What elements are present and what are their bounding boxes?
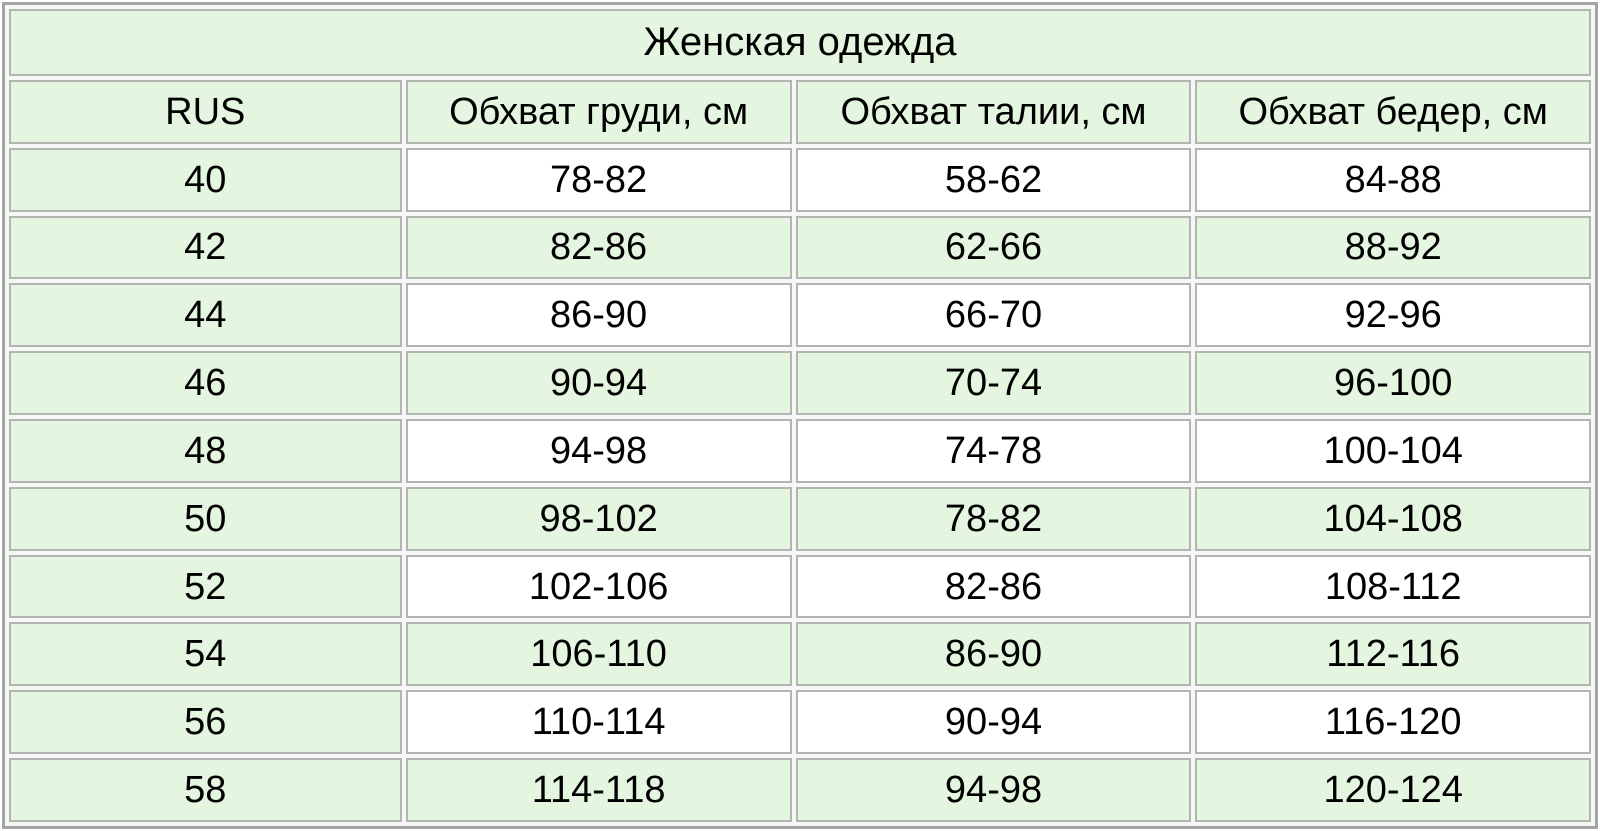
table-row xyxy=(9,148,1591,212)
hips-cell: 84-88 xyxy=(1195,148,1591,212)
table-row xyxy=(9,419,1591,483)
chest-cell: 98-102 xyxy=(406,487,792,551)
table-row xyxy=(9,690,1591,754)
chest-cell: 102-106 xyxy=(406,555,792,619)
chest-cell: 110-114 xyxy=(406,690,792,754)
waist-cell: 70-74 xyxy=(796,351,1192,415)
size-cell: 58 xyxy=(9,758,402,822)
size-cell: 50 xyxy=(9,487,402,551)
chest-cell: 106-110 xyxy=(406,622,792,686)
column-header-hips: Обхват бедер, см xyxy=(1195,80,1591,144)
column-header-rus: RUS xyxy=(9,80,402,144)
waist-cell: 78-82 xyxy=(796,487,1192,551)
size-cell: 40 xyxy=(9,148,402,212)
waist-cell: 94-98 xyxy=(796,758,1192,822)
hips-cell: 104-108 xyxy=(1195,487,1591,551)
table-row xyxy=(9,758,1591,822)
waist-cell: 86-90 xyxy=(796,622,1192,686)
size-cell: 56 xyxy=(9,690,402,754)
waist-cell: 62-66 xyxy=(796,216,1192,280)
chest-cell: 78-82 xyxy=(406,148,792,212)
hips-cell: 112-116 xyxy=(1195,622,1591,686)
table-row xyxy=(9,622,1591,686)
size-cell: 44 xyxy=(9,283,402,347)
column-header-waist: Обхват талии, см xyxy=(796,80,1192,144)
hips-cell: 120-124 xyxy=(1195,758,1591,822)
waist-cell: 66-70 xyxy=(796,283,1192,347)
size-cell: 52 xyxy=(9,555,402,619)
hips-cell: 100-104 xyxy=(1195,419,1591,483)
size-cell: 54 xyxy=(9,622,402,686)
chest-cell: 114-118 xyxy=(406,758,792,822)
hips-cell: 96-100 xyxy=(1195,351,1591,415)
column-header-chest: Обхват груди, см xyxy=(406,80,792,144)
size-cell: 46 xyxy=(9,351,402,415)
table-row xyxy=(9,216,1591,280)
waist-cell: 82-86 xyxy=(796,555,1192,619)
chest-cell: 90-94 xyxy=(406,351,792,415)
waist-cell: 74-78 xyxy=(796,419,1192,483)
hips-cell: 108-112 xyxy=(1195,555,1591,619)
header-row xyxy=(9,80,1591,144)
table-row xyxy=(9,351,1591,415)
chest-cell: 82-86 xyxy=(406,216,792,280)
title-row xyxy=(9,9,1591,76)
waist-cell: 90-94 xyxy=(796,690,1192,754)
chest-cell: 94-98 xyxy=(406,419,792,483)
table-row xyxy=(9,555,1591,619)
waist-cell: 58-62 xyxy=(796,148,1192,212)
size-table xyxy=(2,2,1598,829)
hips-cell: 92-96 xyxy=(1195,283,1591,347)
table-row xyxy=(9,283,1591,347)
size-cell: 42 xyxy=(9,216,402,280)
page-title: Женская одежда xyxy=(9,9,1591,76)
hips-cell: 116-120 xyxy=(1195,690,1591,754)
size-cell: 48 xyxy=(9,419,402,483)
chest-cell: 86-90 xyxy=(406,283,792,347)
table-row xyxy=(9,487,1591,551)
hips-cell: 88-92 xyxy=(1195,216,1591,280)
